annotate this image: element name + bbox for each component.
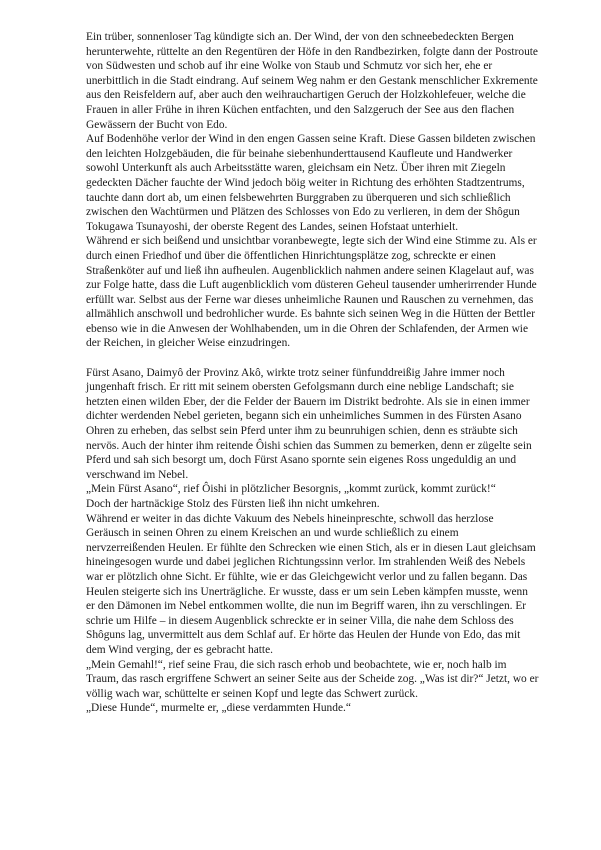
paragraph-4: Fürst Asano, Daimyô der Provinz Akô, wirkte trotz seiner fünfunddreißig Jahre immer noch jungenhaft frisch. Er ritt mit seinem obersten Gefolgsmann durch eine neblige Landschaft; sie hetzten einen wilden Eber, der die Felder der Bauern im Distrikt bedrohte. Als sie in einen immer dichter werdenden Nebel gerieten, begann sich ein unheimliches Summen in des Fürsten Asano Ohren zu erheben, das selbst sein Pferd unter ihm zu beunruhigen schien, denn es sträubte sich nervös. Auch der hinter ihm reitende Ôishi schien das Summen zu bemerken, denn er zügelte sein Pferd und sah sich besorgt um, doch Fürst Asano spornte sein eigenes Ross ungeduldig an und verschwand im Nebel. — [86, 366, 532, 481]
paragraph-6: Doch der hartnäckige Stolz des Fürsten ließ ihn nicht umkehren. — [86, 498, 380, 510]
paragraph-1: Ein trüber, sonnenloser Tag kündigte sich an. Der Wind, der von den schneebedeckten Bergen herunterwehte, rüttelte an den Regentüren der Höfe in den Randbezirken, folgte dann der Postroute von Südwesten und schob auf ihr eine Wolke von Staub und Schmutz vor sich her, ehe er unerbittlich in die Stadt eindrang. Auf seinem Weg nahm er den Gestank menschlicher Exkremente aus den Reisfeldern auf, aber auch den weihrauchartigen Geruch der Holzkohlefeuer, welche die Frauen in aller Frühe in ihren Küchen entfachten, und den Salzgeruch der See aus den flachen Gewässern der Bucht von Edo. — [86, 31, 538, 131]
paragraph-3: Während er sich beißend und unsichtbar voranbewegte, legte sich der Wind eine Stimme zu. Als er durch einen Friedhof und über die öffentlichen Hinrichtungsplätze zog, schreckte er einen Straßenköter auf und ließ ihn aufheulen. Augenblicklich nahmen andere seinen Klagelaut auf, was zur Folge hatte, dass die Luft augenblicklich vom düsteren Geheul tausender umherirrender Hunde erfüllt war. Selbst aus der Ferne war dieses unheimliche Raunen und Rauschen zu vernehmen, das allmählich anschwoll und bedrohlicher wurde. Es bahnte sich seinen Weg in die Hütten der Bettler ebenso wie in die Anwesen der Wohlhabenden, um in die Ohren der Schlafenden, der Armen wie der Reichen, in gleicher Weise einzudringen. — [86, 235, 537, 350]
paragraph-2: Auf Bodenhöhe verlor der Wind in den engen Gassen seine Kraft. Diese Gassen bildeten zwischen den leichten Holzgebäuden, die für beinahe siebenhunderttausend Kaufleute und Handwerker sowohl Unterkunft als auch Arbeitsstätte waren, gleichsam ein Netz. Über ihren mit Ziegeln gedeckten Dächer fauchte der Wind jedoch böig weiter in Richtung des erhöhten Stadtzentrums, tauchte dann dort ab, um einen felsbewehrten Burggraben zu überqueren und sich schließlich zwischen den Wachtürmen und Plätzen des Schlosses von Edo zu verlieren, in dem der Shôgun Tokugawa Tsunayoshi, der oberste Regent des Landes, seinen Hofstaat unterhielt. — [86, 133, 536, 233]
paragraph-8: „Mein Gemahl!“, rief seine Frau, die sich rasch erhob und beobachtete, wie er, noch halb im Traum, das rasch ergriffene Schwert an seiner Seite aus der Scheide zog. „Was ist dir?“ Jetzt, wo er völlig wach war, schüttelte er seinen Kopf und legte das Schwert zurück. — [86, 658, 539, 700]
paragraph-7: Während er weiter in das dichte Vakuum des Nebels hineinpreschte, schwoll das herzlose Geräusch in seinen Ohren zu einem Kreischen an und wurde schließlich zu einem nervzerreißenden Heulen. Er fühlte den Schrecken wie einen Stich, als er in diesen Laut gleichsam hineingesogen wurde und dabei jeglichen Richtungssinn verlor. Im strahlenden Weiß des Nebels war er plötzlich ohne Sicht. Er fühlte, wie er das Gleichgewicht verlor und zu fallen begann. Das Heulen steigerte sich ins Unerträgliche. Er wusste, dass er um sein Leben kämpfen musste, wenn er den Dämonen im Nebel entkommen wollte, die nun im Begriff waren, ihn zu verschlingen. Er schrie um Hilfe – in diesem Augenblick schreckte er in seiner Villa, die nahe dem Schloss des Shôguns lag, unvermittelt aus dem Schlaf auf. Er hörte das Heulen der Hunde von Edo, das mit dem Wind verging, der es gebracht hatte. — [86, 512, 536, 656]
paragraph-9: „Diese Hunde“, murmelte er, „diese verdammten Hunde.“ — [86, 702, 351, 715]
paragraph-5: „Mein Fürst Asano“, rief Ôishi in plötzlicher Besorgnis, „kommt zurück, kommt zurück!“ — [86, 483, 496, 496]
